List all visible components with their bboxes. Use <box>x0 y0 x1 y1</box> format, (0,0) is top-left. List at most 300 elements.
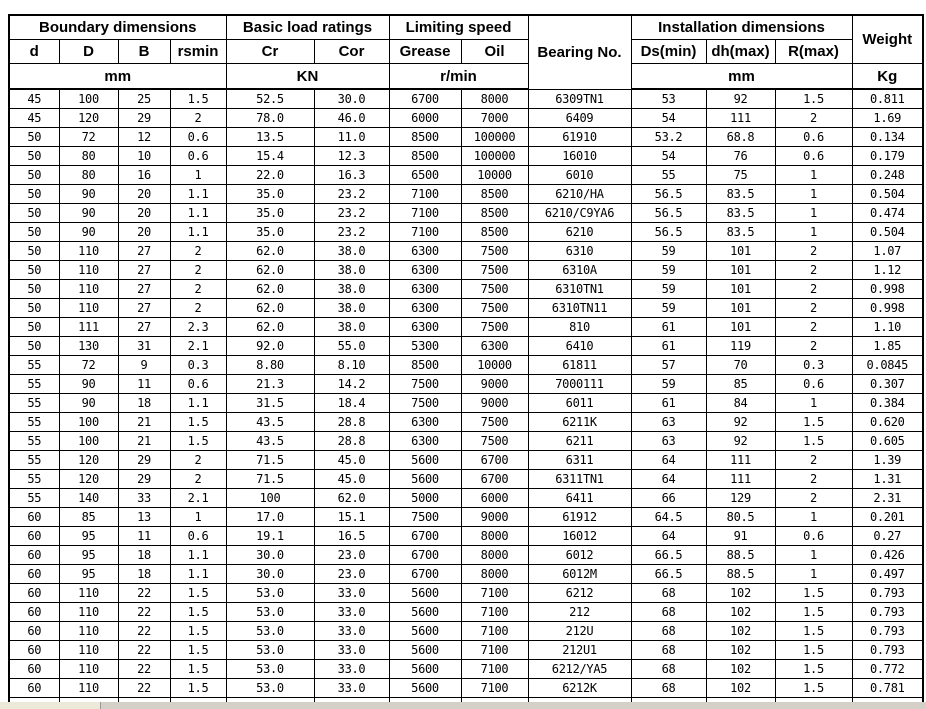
cell-rsmin: 0.6 <box>170 527 226 546</box>
cell-weight: 0.793 <box>852 641 923 660</box>
cell-d: 55 <box>9 451 59 470</box>
cell-cr: 35.0 <box>226 223 314 242</box>
cell-oil: 6700 <box>461 451 528 470</box>
cell-cor: 23.2 <box>314 204 389 223</box>
cell-dh-max: 88.5 <box>706 546 775 565</box>
cell-grease: 5600 <box>389 679 461 698</box>
cell-cor: 46.0 <box>314 109 389 128</box>
cell-B: 20 <box>118 185 170 204</box>
cell-bearing-no: 6409 <box>528 109 631 128</box>
cell-dh-max: 83.5 <box>706 223 775 242</box>
cell-grease: 7100 <box>389 223 461 242</box>
cell-r-max: 1.5 <box>775 679 852 698</box>
cell-oil: 7100 <box>461 622 528 641</box>
cell-ds-min: 64.5 <box>631 508 706 527</box>
cell-oil: 10000 <box>461 356 528 375</box>
cell-bearing-no: 212U <box>528 622 631 641</box>
cell-cor: 33.0 <box>314 603 389 622</box>
col-bearing-no: Bearing No. <box>528 15 631 89</box>
cell-dh-max: 76 <box>706 147 775 166</box>
cell-dh-max: 83.5 <box>706 204 775 223</box>
cell-grease: 5600 <box>389 660 461 679</box>
cell-rsmin: 1 <box>170 508 226 527</box>
cell-B: 12 <box>118 128 170 147</box>
cell-grease: 6700 <box>389 565 461 584</box>
cell-D: 80 <box>59 166 118 185</box>
col-cr: Cr <box>226 40 314 64</box>
cell-weight: 1.85 <box>852 337 923 356</box>
cell-oil: 6300 <box>461 337 528 356</box>
cell-grease: 5600 <box>389 451 461 470</box>
cell-B: 21 <box>118 413 170 432</box>
cell-d: 60 <box>9 584 59 603</box>
cell-grease: 8500 <box>389 128 461 147</box>
cell-d: 45 <box>9 109 59 128</box>
cell-grease: 6300 <box>389 280 461 299</box>
cell-dh-max: 92 <box>706 432 775 451</box>
cell-D: 95 <box>59 527 118 546</box>
cell-dh-max: 83.5 <box>706 185 775 204</box>
cell-B: 25 <box>118 89 170 109</box>
cell-weight: 0.248 <box>852 166 923 185</box>
table-row <box>9 337 923 356</box>
cell-bearing-no: 16010 <box>528 147 631 166</box>
cell-dh-max: 101 <box>706 242 775 261</box>
cell-B: 10 <box>118 147 170 166</box>
cell-D: 95 <box>59 546 118 565</box>
cell-dh-max: 111 <box>706 109 775 128</box>
col-r-max: R(max) <box>775 40 852 64</box>
cell-D: 110 <box>59 280 118 299</box>
table-row <box>9 622 923 641</box>
cell-dh-max: 119 <box>706 337 775 356</box>
cell-cr: 31.5 <box>226 394 314 413</box>
cell-cr: 71.5 <box>226 470 314 489</box>
cell-r-max: 2 <box>775 261 852 280</box>
col-oil: Oil <box>461 40 528 64</box>
cell-weight: 0.772 <box>852 660 923 679</box>
cell-d: 60 <box>9 622 59 641</box>
cell-weight: 1.07 <box>852 242 923 261</box>
cell-weight: 2.31 <box>852 489 923 508</box>
cell-d: 55 <box>9 470 59 489</box>
table-row <box>9 508 923 527</box>
cell-bearing-no: 212 <box>528 603 631 622</box>
cell-oil: 7500 <box>461 413 528 432</box>
cell-rsmin: 1.5 <box>170 89 226 109</box>
cell-cor: 45.0 <box>314 451 389 470</box>
cell-oil: 8000 <box>461 527 528 546</box>
cell-rsmin: 1.5 <box>170 584 226 603</box>
cell-d: 45 <box>9 89 59 109</box>
cell-r-max: 1 <box>775 204 852 223</box>
cell-cor: 33.0 <box>314 584 389 603</box>
table-row <box>9 318 923 337</box>
cell-cor: 8.10 <box>314 356 389 375</box>
cell-rsmin: 2 <box>170 451 226 470</box>
cell-D: 110 <box>59 299 118 318</box>
cell-dh-max: 111 <box>706 451 775 470</box>
cell-grease: 5000 <box>389 489 461 508</box>
cell-B: 13 <box>118 508 170 527</box>
cell-B: 27 <box>118 242 170 261</box>
cell-weight: 0.793 <box>852 622 923 641</box>
cell-cor: 23.0 <box>314 546 389 565</box>
cell-cor: 38.0 <box>314 242 389 261</box>
table-row <box>9 641 923 660</box>
cell-oil: 8000 <box>461 89 528 109</box>
cell-r-max: 1.5 <box>775 413 852 432</box>
group-limiting-speed: Limiting speed <box>389 15 528 40</box>
cell-grease: 7100 <box>389 185 461 204</box>
cell-weight: 0.620 <box>852 413 923 432</box>
cell-cor: 28.8 <box>314 432 389 451</box>
cell-dh-max: 129 <box>706 489 775 508</box>
cell-rsmin: 0.6 <box>170 375 226 394</box>
cell-cr: 62.0 <box>226 242 314 261</box>
cell-ds-min: 59 <box>631 375 706 394</box>
cell-B: 29 <box>118 470 170 489</box>
table-row <box>9 299 923 318</box>
cell-ds-min: 56.5 <box>631 223 706 242</box>
cell-oil: 7500 <box>461 432 528 451</box>
cell-D: 110 <box>59 242 118 261</box>
cell-d: 50 <box>9 299 59 318</box>
cell-rsmin: 1.5 <box>170 641 226 660</box>
cell-ds-min: 56.5 <box>631 204 706 223</box>
cell-d: 60 <box>9 546 59 565</box>
unit-load: KN <box>226 64 389 90</box>
table-row <box>9 223 923 242</box>
cell-cor: 14.2 <box>314 375 389 394</box>
cell-cr: 52.5 <box>226 89 314 109</box>
cell-grease: 7500 <box>389 508 461 527</box>
cell-d: 60 <box>9 527 59 546</box>
cell-d: 50 <box>9 223 59 242</box>
cell-d: 50 <box>9 185 59 204</box>
cell-dh-max: 102 <box>706 622 775 641</box>
cell-rsmin: 1.1 <box>170 565 226 584</box>
unit-installation: mm <box>631 64 852 90</box>
cell-grease: 6700 <box>389 546 461 565</box>
cell-d: 50 <box>9 242 59 261</box>
cell-bearing-no: 6212/YA5 <box>528 660 631 679</box>
cell-r-max: 2 <box>775 280 852 299</box>
cell-ds-min: 61 <box>631 394 706 413</box>
cell-cr: 30.0 <box>226 565 314 584</box>
table-row <box>9 394 923 413</box>
col-rsmin: rsmin <box>170 40 226 64</box>
cell-oil: 6700 <box>461 470 528 489</box>
cell-oil: 6000 <box>461 489 528 508</box>
group-boundary-dimensions: Boundary dimensions <box>9 15 226 40</box>
cell-cor: 38.0 <box>314 299 389 318</box>
cell-bearing-no: 6311TN1 <box>528 470 631 489</box>
cell-dh-max: 91 <box>706 527 775 546</box>
cell-bearing-no: 6010 <box>528 166 631 185</box>
cell-dh-max: 101 <box>706 318 775 337</box>
cell-oil: 7000 <box>461 109 528 128</box>
cell-grease: 5600 <box>389 603 461 622</box>
cell-dh-max: 101 <box>706 261 775 280</box>
cell-bearing-no: 6212K <box>528 679 631 698</box>
cell-ds-min: 59 <box>631 280 706 299</box>
cell-weight: 1.12 <box>852 261 923 280</box>
cell-D: 110 <box>59 622 118 641</box>
cell-cr: 53.0 <box>226 679 314 698</box>
cell-bearing-no: 6309TN1 <box>528 89 631 109</box>
cell-oil: 9000 <box>461 508 528 527</box>
cell-weight: 0.497 <box>852 565 923 584</box>
cell-cor: 15.1 <box>314 508 389 527</box>
cell-rsmin: 1.5 <box>170 622 226 641</box>
cell-weight: 0.998 <box>852 280 923 299</box>
cell-oil: 8000 <box>461 565 528 584</box>
cell-bearing-no: 16012 <box>528 527 631 546</box>
cell-cr: 78.0 <box>226 109 314 128</box>
cell-cor: 11.0 <box>314 128 389 147</box>
cell-r-max: 1.5 <box>775 641 852 660</box>
cell-B: 18 <box>118 546 170 565</box>
table-row <box>9 451 923 470</box>
cell-oil: 9000 <box>461 375 528 394</box>
cell-weight: 1.39 <box>852 451 923 470</box>
cell-cr: 53.0 <box>226 584 314 603</box>
cell-ds-min: 68 <box>631 584 706 603</box>
cell-weight: 0.307 <box>852 375 923 394</box>
cell-ds-min: 66 <box>631 489 706 508</box>
cell-cr: 53.0 <box>226 603 314 622</box>
cell-ds-min: 61 <box>631 318 706 337</box>
cell-weight: 0.793 <box>852 584 923 603</box>
cell-rsmin: 2 <box>170 242 226 261</box>
cell-oil: 7500 <box>461 261 528 280</box>
cell-B: 27 <box>118 318 170 337</box>
cell-bearing-no: 6410 <box>528 337 631 356</box>
cell-r-max: 2 <box>775 470 852 489</box>
cell-B: 27 <box>118 280 170 299</box>
cell-cor: 38.0 <box>314 280 389 299</box>
cell-bearing-no: 6211K <box>528 413 631 432</box>
cell-bearing-no: 6411 <box>528 489 631 508</box>
cell-D: 100 <box>59 432 118 451</box>
cell-ds-min: 63 <box>631 413 706 432</box>
cell-D: 120 <box>59 470 118 489</box>
cell-weight: 0.793 <box>852 603 923 622</box>
cell-d: 60 <box>9 603 59 622</box>
cell-B: 21 <box>118 432 170 451</box>
cell-dh-max: 84 <box>706 394 775 413</box>
cell-D: 110 <box>59 641 118 660</box>
cell-d: 55 <box>9 394 59 413</box>
cell-B: 22 <box>118 660 170 679</box>
cell-d: 55 <box>9 375 59 394</box>
cell-rsmin: 2 <box>170 261 226 280</box>
table-row <box>9 565 923 584</box>
cell-cr: 21.3 <box>226 375 314 394</box>
col-d: d <box>9 40 59 64</box>
cell-rsmin: 0.6 <box>170 147 226 166</box>
cell-weight: 0.504 <box>852 185 923 204</box>
cell-oil: 7100 <box>461 679 528 698</box>
cell-dh-max: 101 <box>706 280 775 299</box>
cell-d: 50 <box>9 261 59 280</box>
table-row <box>9 679 923 698</box>
cell-rsmin: 2 <box>170 280 226 299</box>
cell-B: 20 <box>118 204 170 223</box>
table-row <box>9 489 923 508</box>
cell-r-max: 0.3 <box>775 356 852 375</box>
cell-ds-min: 63 <box>631 432 706 451</box>
cell-r-max: 1 <box>775 166 852 185</box>
cell-D: 72 <box>59 356 118 375</box>
cell-B: 22 <box>118 641 170 660</box>
cell-cr: 8.80 <box>226 356 314 375</box>
cell-bearing-no: 212U1 <box>528 641 631 660</box>
cell-bearing-no: 6210/C9YA6 <box>528 204 631 223</box>
cell-cor: 23.2 <box>314 223 389 242</box>
cell-D: 100 <box>59 413 118 432</box>
cell-oil: 7500 <box>461 280 528 299</box>
cell-dh-max: 111 <box>706 470 775 489</box>
cell-bearing-no: 6310TN11 <box>528 299 631 318</box>
cell-dh-max: 68.8 <box>706 128 775 147</box>
cell-bearing-no: 61912 <box>528 508 631 527</box>
cell-B: 22 <box>118 584 170 603</box>
cell-r-max: 2 <box>775 337 852 356</box>
cell-oil: 7500 <box>461 318 528 337</box>
cell-d: 60 <box>9 508 59 527</box>
cell-ds-min: 53.2 <box>631 128 706 147</box>
cell-bearing-no: 6210 <box>528 223 631 242</box>
cell-rsmin: 1.5 <box>170 603 226 622</box>
cell-r-max: 0.6 <box>775 527 852 546</box>
group-installation-dimensions: Installation dimensions <box>631 15 852 40</box>
cell-ds-min: 56.5 <box>631 185 706 204</box>
cell-dh-max: 88.5 <box>706 565 775 584</box>
cell-weight: 1.69 <box>852 109 923 128</box>
cell-grease: 5600 <box>389 641 461 660</box>
cell-cr: 30.0 <box>226 546 314 565</box>
cell-d: 60 <box>9 641 59 660</box>
cell-r-max: 2 <box>775 451 852 470</box>
cell-bearing-no: 61910 <box>528 128 631 147</box>
cell-r-max: 2 <box>775 318 852 337</box>
cell-grease: 6300 <box>389 261 461 280</box>
cell-cr: 62.0 <box>226 299 314 318</box>
cell-D: 95 <box>59 565 118 584</box>
cell-bearing-no: 6012 <box>528 546 631 565</box>
cell-r-max: 1.5 <box>775 89 852 109</box>
cell-oil: 7500 <box>461 242 528 261</box>
table-row <box>9 204 923 223</box>
cell-B: 20 <box>118 223 170 242</box>
cell-dh-max: 85 <box>706 375 775 394</box>
cell-r-max: 0.6 <box>775 147 852 166</box>
cell-weight: 0.27 <box>852 527 923 546</box>
sheet-bottom-strip <box>0 702 926 709</box>
cell-grease: 5600 <box>389 470 461 489</box>
cell-D: 100 <box>59 89 118 109</box>
cell-grease: 6300 <box>389 242 461 261</box>
cell-cr: 43.5 <box>226 413 314 432</box>
cell-r-max: 1.5 <box>775 432 852 451</box>
cell-cr: 100 <box>226 489 314 508</box>
cell-D: 120 <box>59 451 118 470</box>
cell-cr: 92.0 <box>226 337 314 356</box>
cell-ds-min: 59 <box>631 299 706 318</box>
cell-cor: 16.5 <box>314 527 389 546</box>
cell-weight: 0.781 <box>852 679 923 698</box>
cell-weight: 0.134 <box>852 128 923 147</box>
table-row <box>9 109 923 128</box>
cell-cr: 17.0 <box>226 508 314 527</box>
col-D: D <box>59 40 118 64</box>
cell-bearing-no: 810 <box>528 318 631 337</box>
cell-weight: 1.31 <box>852 470 923 489</box>
cell-cor: 18.4 <box>314 394 389 413</box>
cell-bearing-no: 6310A <box>528 261 631 280</box>
cell-dh-max: 92 <box>706 89 775 109</box>
cell-r-max: 1 <box>775 185 852 204</box>
cell-D: 90 <box>59 204 118 223</box>
cell-r-max: 1.5 <box>775 660 852 679</box>
cell-grease: 7500 <box>389 375 461 394</box>
cell-dh-max: 101 <box>706 299 775 318</box>
table-row <box>9 375 923 394</box>
cell-rsmin: 1.1 <box>170 204 226 223</box>
cell-weight: 0.179 <box>852 147 923 166</box>
cell-ds-min: 64 <box>631 470 706 489</box>
group-basic-load-ratings: Basic load ratings <box>226 15 389 40</box>
col-grease: Grease <box>389 40 461 64</box>
cell-r-max: 1 <box>775 223 852 242</box>
cell-B: 27 <box>118 261 170 280</box>
cell-d: 50 <box>9 166 59 185</box>
cell-d: 50 <box>9 280 59 299</box>
cell-grease: 6300 <box>389 318 461 337</box>
cell-d: 60 <box>9 679 59 698</box>
cell-cor: 28.8 <box>314 413 389 432</box>
cell-cor: 33.0 <box>314 679 389 698</box>
cell-B: 22 <box>118 603 170 622</box>
table-row <box>9 584 923 603</box>
cell-grease: 6500 <box>389 166 461 185</box>
cell-r-max: 1.5 <box>775 603 852 622</box>
cell-B: 29 <box>118 109 170 128</box>
cell-B: 27 <box>118 299 170 318</box>
cell-bearing-no: 6311 <box>528 451 631 470</box>
cell-D: 140 <box>59 489 118 508</box>
cell-cr: 19.1 <box>226 527 314 546</box>
cell-oil: 7500 <box>461 299 528 318</box>
cell-rsmin: 2 <box>170 470 226 489</box>
cell-cor: 62.0 <box>314 489 389 508</box>
cell-weight: 0.384 <box>852 394 923 413</box>
table-body <box>9 89 923 703</box>
table-row <box>9 89 923 109</box>
cell-cor: 38.0 <box>314 261 389 280</box>
cell-D: 90 <box>59 375 118 394</box>
cell-d: 55 <box>9 356 59 375</box>
table-row <box>9 261 923 280</box>
cell-D: 90 <box>59 223 118 242</box>
cell-ds-min: 64 <box>631 527 706 546</box>
cell-r-max: 1 <box>775 565 852 584</box>
sheet-tab[interactable] <box>0 702 101 709</box>
cell-bearing-no: 6210/HA <box>528 185 631 204</box>
cell-grease: 6700 <box>389 89 461 109</box>
